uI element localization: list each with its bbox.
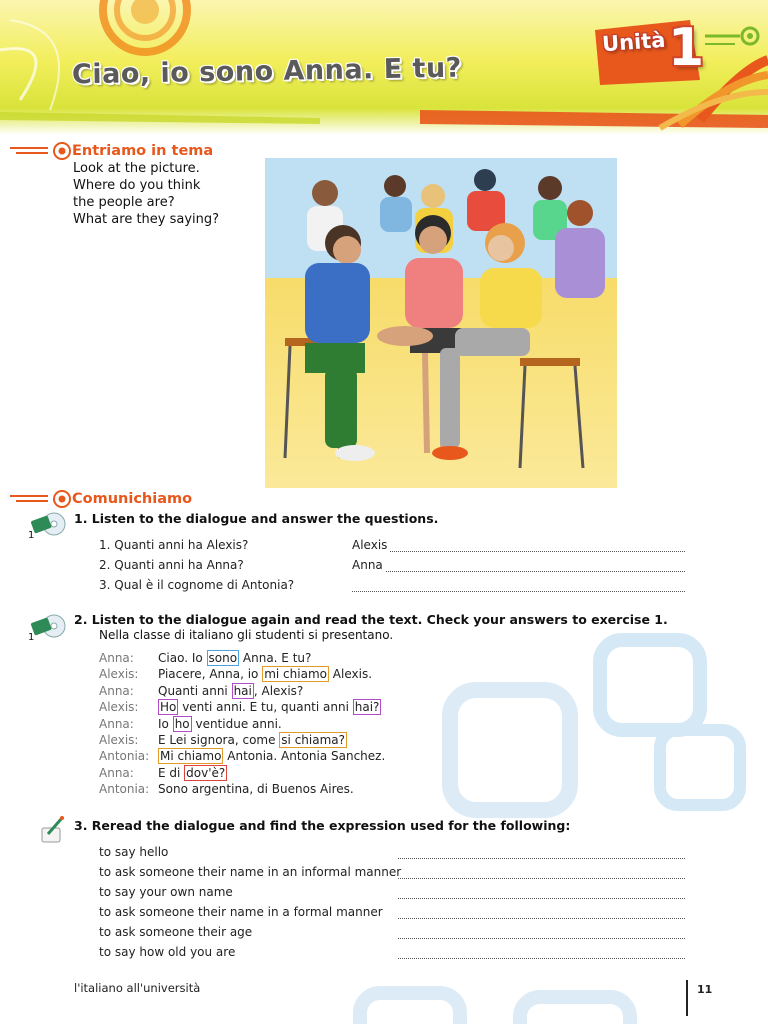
dialogue-text: E Lei signora, come <box>158 733 280 747</box>
dialogue-text: Alexis. <box>328 667 373 682</box>
book-title: l'italiano all'università <box>74 981 201 995</box>
highlighted-expression: si chiama? <box>281 733 345 747</box>
dialogue-text: ventidue anni. <box>191 716 282 731</box>
unit-label: Unità <box>601 27 667 57</box>
page-number: 11 <box>697 983 713 996</box>
dialogue-speaker: Antonia: <box>99 749 150 764</box>
highlighted-expression: sono <box>208 651 238 665</box>
intro-line: the people are? <box>73 195 175 210</box>
exercise-3-heading: 3. Reread the dialogue and find the expression used for the following: <box>74 818 571 833</box>
answer-line-1[interactable] <box>390 550 685 552</box>
dialogue-line <box>158 651 311 665</box>
dialogue-speaker: Anna: <box>99 716 134 731</box>
dialogue-text: , Alexis? <box>253 683 304 698</box>
dialogue-text: Io <box>158 716 173 731</box>
expression-item: to say your own name <box>99 885 233 899</box>
highlighted-expression: Mi chiamo <box>160 749 222 764</box>
expression-item: to say how old you are <box>99 945 236 959</box>
unit-number: 1 <box>668 18 705 78</box>
expression-answer-line[interactable] <box>398 917 685 919</box>
intro-line: Where do you think <box>73 178 201 193</box>
intro-line: Look at the picture. <box>73 161 200 176</box>
exercise-2-subtitle: Nella classe di italiano gli studenti si presentano. <box>99 628 394 642</box>
exercise-1-heading: 1. Listen to the dialogue and answer the questions. <box>74 511 439 526</box>
answer-label-2: Anna <box>352 558 383 572</box>
intro-text <box>73 160 219 228</box>
dialogue-speaker: Anna: <box>99 765 134 780</box>
dialogue-text: Ciao. Io <box>158 651 207 665</box>
dialogue-line <box>158 700 381 714</box>
exercise-2-heading: 2. Listen to the dialogue again and read the text. Check your answers to exercise 1. <box>74 612 668 627</box>
section-heading-comunichiamo <box>10 490 192 508</box>
dialogue-line <box>158 717 282 731</box>
highlighted-expression: hai? <box>354 700 380 715</box>
expression-item: to ask someone their name in a formal manner <box>99 905 383 919</box>
dialogue-line <box>158 667 372 681</box>
dialogue-text: Sono argentina, di Buenos Aires. <box>158 782 354 797</box>
dialogue-speaker: Alexis: <box>99 667 139 682</box>
expression-item: to ask someone their age <box>99 925 253 939</box>
dialogue-speaker: Alexis: <box>99 700 139 715</box>
dialogue-line <box>158 733 347 747</box>
question-1: 1. Quanti anni ha Alexis? <box>99 538 249 552</box>
intro-line: What are they saying? <box>73 212 220 227</box>
dialogue-speaker: Alexis: <box>99 733 139 747</box>
track-number: 1 <box>28 530 35 541</box>
dialogue-text: Quanti anni <box>158 683 232 698</box>
dialogue-text: Piacere, Anna, io <box>158 667 263 682</box>
dialogue-speaker: Anna: <box>99 651 134 665</box>
answer-line-3[interactable] <box>352 590 685 592</box>
expression-answer-line[interactable] <box>398 897 685 899</box>
highlighted-expression: ho <box>174 716 190 731</box>
expression-answer-line[interactable] <box>398 937 685 939</box>
target-bullet-icon <box>10 142 72 160</box>
answer-line-2[interactable] <box>386 570 685 572</box>
decorative-squares <box>440 630 768 830</box>
dialogue-text: E di <box>158 765 185 780</box>
dialogue-speaker: Anna: <box>99 683 134 698</box>
dialogue-text: Anna. E tu? <box>239 651 312 665</box>
footer-divider <box>686 980 688 1016</box>
reading-pen-icon <box>38 814 68 848</box>
expression-item: to say hello <box>99 845 169 859</box>
highlighted-expression: Ho <box>160 700 177 715</box>
target-bullet-icon <box>10 490 72 508</box>
dialogue-line <box>158 684 303 698</box>
section-title: Comunichiamo <box>72 491 193 507</box>
decorative-squares-bottom <box>340 985 720 1024</box>
section-title: Entriamo in tema <box>72 143 214 159</box>
dialogue-line <box>158 782 354 796</box>
highlighted-expression: hai <box>233 683 252 698</box>
expression-answer-line[interactable] <box>398 877 685 879</box>
expression-answer-line[interactable] <box>398 957 685 959</box>
dialogue-text: venti anni. E tu, quanti anni <box>178 700 353 715</box>
unit-header-banner <box>0 0 768 135</box>
expression-item: to ask someone their name in an informal manner <box>99 865 402 879</box>
highlighted-expression: dov'è? <box>186 765 226 780</box>
classroom-illustration <box>265 158 617 488</box>
answer-label-1: Alexis <box>352 538 388 552</box>
section-heading-entriamo <box>10 142 213 160</box>
unit-title: Ciao, io sono Anna. E tu? <box>71 52 463 91</box>
dialogue-line <box>158 766 227 780</box>
dialogue-text: Antonia. Antonia Sanchez. <box>223 749 386 764</box>
dialogue-line <box>158 749 385 763</box>
track-number: 1 <box>28 632 35 643</box>
highlighted-expression: mi chiamo <box>264 667 327 682</box>
question-2: 2. Quanti anni ha Anna? <box>99 558 244 572</box>
expression-answer-line[interactable] <box>398 857 685 859</box>
question-3: 3. Qual è il cognome di Antonia? <box>99 578 295 592</box>
dialogue-speaker: Antonia: <box>99 782 150 797</box>
